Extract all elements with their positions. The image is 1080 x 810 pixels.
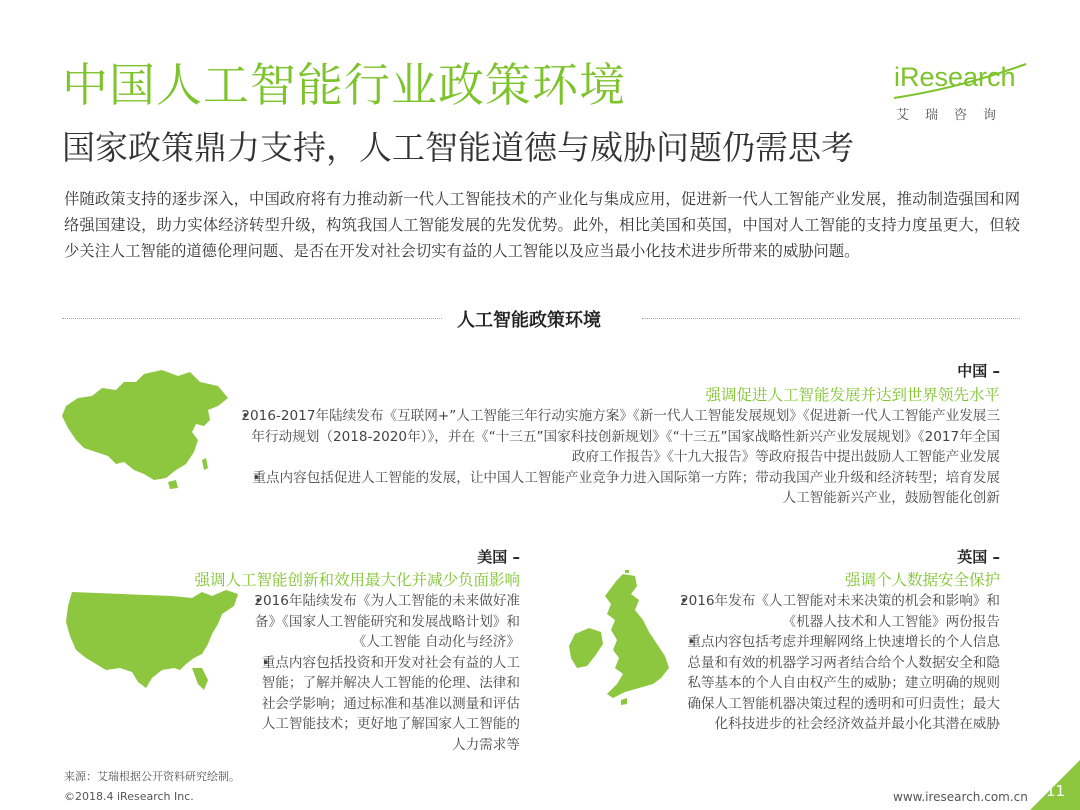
usa-heading: 美国 – [477, 548, 520, 566]
usa-tagline: 强调人工智能创新和效用最大化并减少负面影响 [194, 571, 520, 589]
source-note: 来源：艾瑞根据公开资料研究绘制。 [64, 770, 240, 783]
section-header [62, 304, 1020, 332]
list-item: • 2016年发布《人工智能对未来决策的机会和影响》和《机器人技术和人工智能》两份报告 [675, 591, 1000, 632]
list-item: • 重点内容包括考虑并理解网络上快速增长的个人信息总量和有效的机器学习两者结合给个人数据安全和隐私等基本的个人自由权产生的威胁；建立明确的规则确保人工智能机器决策过程的透明和可归责性；最大化科技进步的社会经济效益并最小化其潜在威胁 [675, 632, 1000, 735]
logo-swoosh-icon [890, 58, 1030, 102]
usa-bullet-list [250, 591, 520, 755]
copyright: ©2018.4 iResearch Inc. [64, 790, 194, 803]
uk-bullet-list [675, 591, 1000, 735]
page-subtitle: 国家政策鼎力支持，人工智能道德与威胁问题仍需思考 [62, 128, 854, 167]
divider-left [62, 318, 442, 319]
uk-map-icon [565, 570, 680, 715]
china-bullet-list [240, 406, 1000, 509]
list-item: • 2016年陆续发布《为人工智能的未来做好准备》《国家人工智能研究和发展战略计划》和《人工智能 自动化与经济》 [250, 591, 520, 653]
divider-right [642, 318, 1020, 319]
list-item: • 2016-2017年陆续发布《互联网+”人工智能三年行动实施方案》《新一代人工智能发展规划》《促进新一代人工智能产业发展三年行动规划（2018-2020年）》，并在《“十三五”国家科技创新规划》《“十三五”国家战略性新兴产业发展规划》《2017年全国政府工作报告》《十九大报告》等政府报告中提出鼓励人工智能产业发展 [240, 406, 1000, 468]
logo-i: i [894, 62, 900, 92]
list-item: • 重点内容包括促进人工智能的发展，让中国人工智能产业竞争力进入国际第一方阵；带动我国产业升级和经济转型；培育发展人工智能新兴产业，鼓励智能化创新 [240, 468, 1000, 509]
iresearch-logo [890, 58, 1030, 128]
footer-url[interactable]: www.iresearch.com.cn [893, 790, 1028, 804]
intro-paragraph: 伴随政策支持的逐步深入，中国政府将有力推动新一代人工智能技术的产业化与集成应用，促进新一代人工智能产业发展，推动制造强国和网络强国建设，助力实体经济转型升级，构筑我国人工智能发展的先发优势。此外，相比美国和英国，中国对人工智能的支持力度虽更大，但较少关注人工智能的道德伦理问题、是否在开发对社会切实有益的人工智能以及应当最小化技术进步所带来的威胁问题。 [64, 190, 1020, 260]
section-title: 人工智能政策环境 [457, 310, 601, 331]
logo-chinese-name: 艾瑞咨询 [896, 108, 1013, 123]
uk-heading: 英国 – [957, 548, 1000, 566]
china-map-icon [58, 368, 238, 490]
list-item: • 重点内容包括投资和开发对社会有益的人工智能；了解并解决人工智能的伦理、法律和社会学影响；通过标准和基准以测量和评估人工智能技术；更好地了解国家人工智能的人力需求等 [250, 653, 520, 756]
usa-map-icon [62, 584, 242, 694]
uk-tagline: 强调个人数据安全保护 [844, 571, 1000, 589]
china-heading: 中国 – [957, 362, 1000, 380]
page-number: 11 [1046, 782, 1066, 800]
page-title: 中国人工智能行业政策环境 [62, 58, 626, 112]
china-tagline: 强调促进人工智能发展并达到世界领先水平 [705, 386, 1000, 404]
logo-brand-name: Research [900, 62, 1016, 92]
